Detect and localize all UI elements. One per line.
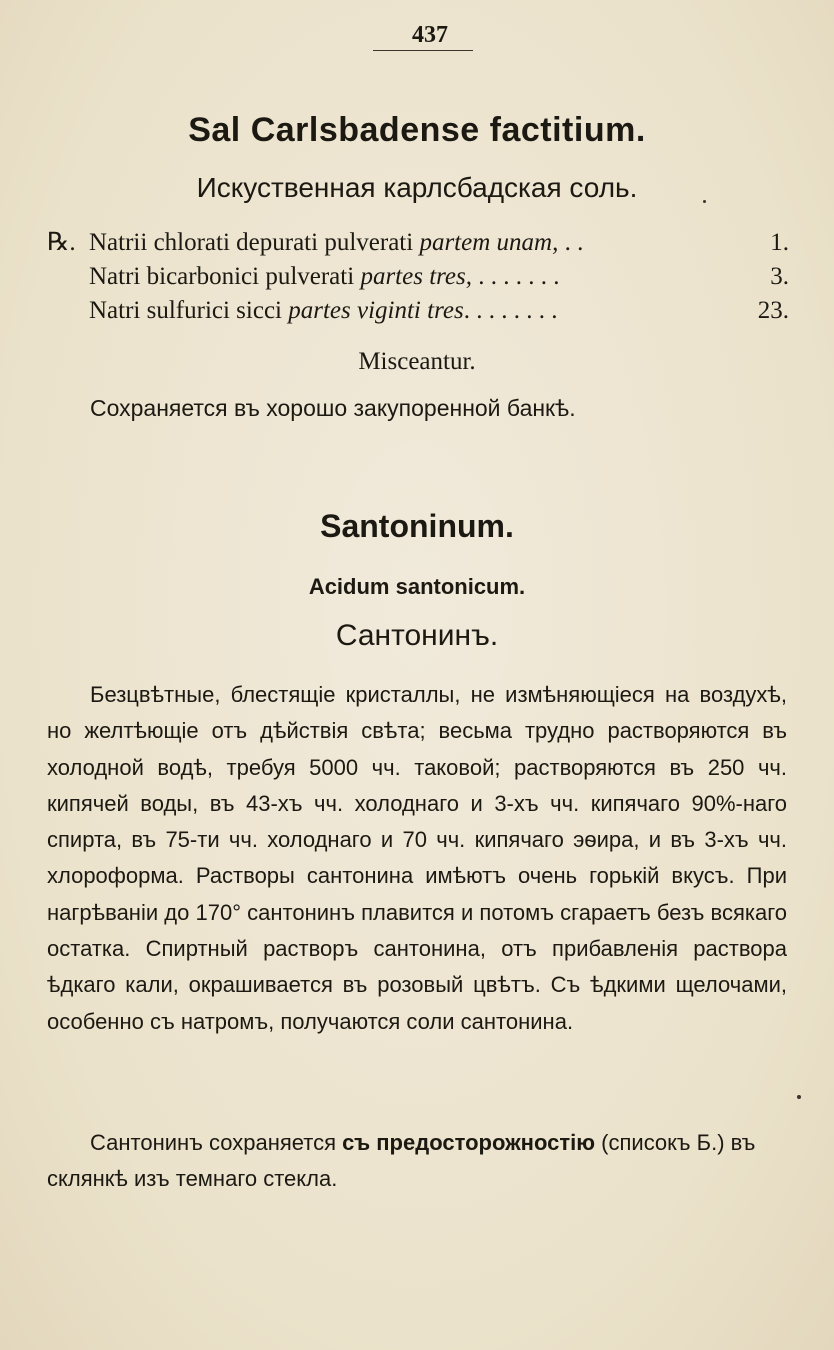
- storage-paragraph: [47, 1125, 787, 1198]
- recipe-ingredient: [89, 260, 560, 294]
- page-number: 437: [412, 22, 448, 48]
- ingredient-amount: partes viginti tres: [288, 297, 464, 324]
- description-paragraph: Безцвѣтные, блестящіе кристаллы, не измѣняющіеся на воздухѣ, но желтѣющіе отъ дѣйствія свѣта; весьма трудно растворяются въ холодной водѣ, требуя 5000 чч. таковой; растворяются въ 250 чч. кипячей воды, въ 43-хъ чч. холоднаго и 3-хъ чч. кипячаго 90%-наго спирта, въ 75-ти чч. холоднаго и 70 чч. кипячаго эѳира, и въ 3-хъ чч. хлороформа. Растворы сантонина имѣютъ очень горькій вкусъ. При нагрѣваніи до 170° сантонинъ плавится и потомъ сгараетъ безъ всякаго остатка. Спиртный растворъ сантонина, отъ прибавленія раствора ѣдкаго кали, окрашивается въ розовый цвѣтъ. Съ ѣдкими щелочами, особенно съ натромъ, получаются соли сантонина.: [47, 682, 787, 1034]
- ingredient-amount: partem unam,: [419, 229, 559, 256]
- page-number-rule: [373, 50, 473, 51]
- storage-note: Сохраняется въ хорошо закупоренной банкѣ.: [90, 395, 576, 421]
- ingredient-name: Natri sulfurici sicci: [89, 297, 282, 324]
- dot-leader: . . . . . . . .: [463, 297, 558, 324]
- dot-leader: . . . . . . .: [472, 263, 560, 290]
- ingredient-name: Natri bicarbonici pulverati: [89, 263, 355, 290]
- storage-text: Сантонинъ сохраняется: [90, 1130, 343, 1155]
- ingredient-quantity: 1.: [770, 229, 789, 256]
- print-speck: [703, 200, 706, 203]
- section-title-latin: Sal Carlsbadense factitium.: [188, 111, 646, 149]
- recipe-row: [47, 226, 789, 260]
- section-title-latin: Santoninum.: [320, 508, 514, 544]
- recipe-ingredient: [89, 226, 583, 260]
- recipe-row: [47, 294, 789, 328]
- section-subtitle-latin: Acidum santonicum.: [308, 574, 526, 599]
- ingredient-quantity: 23.: [757, 297, 789, 324]
- ingredient-quantity: 3.: [770, 263, 789, 290]
- recipe-row: [47, 260, 789, 294]
- recipe-ingredient: [89, 294, 557, 328]
- ingredient-name: Natrii chlorati depurati pulverati: [89, 229, 414, 256]
- storage-text: (списокъ Б.) въ склянкѣ изъ темнаго стекла.: [47, 1130, 756, 1192]
- dot-leader: . .: [558, 229, 584, 256]
- recipe-symbol: ℞.: [47, 229, 76, 256]
- section-title-russian: Искуственная карлсбадская соль.: [196, 172, 638, 203]
- storage-emphasis: съ предосторожностію: [342, 1130, 596, 1155]
- section-title-russian: Сантонинъ.: [335, 619, 499, 652]
- ingredient-amount: partes tres,: [360, 263, 473, 290]
- print-speck: [797, 1095, 801, 1099]
- recipe-instruction: Misceantur.: [358, 348, 476, 375]
- recipe: [47, 226, 789, 328]
